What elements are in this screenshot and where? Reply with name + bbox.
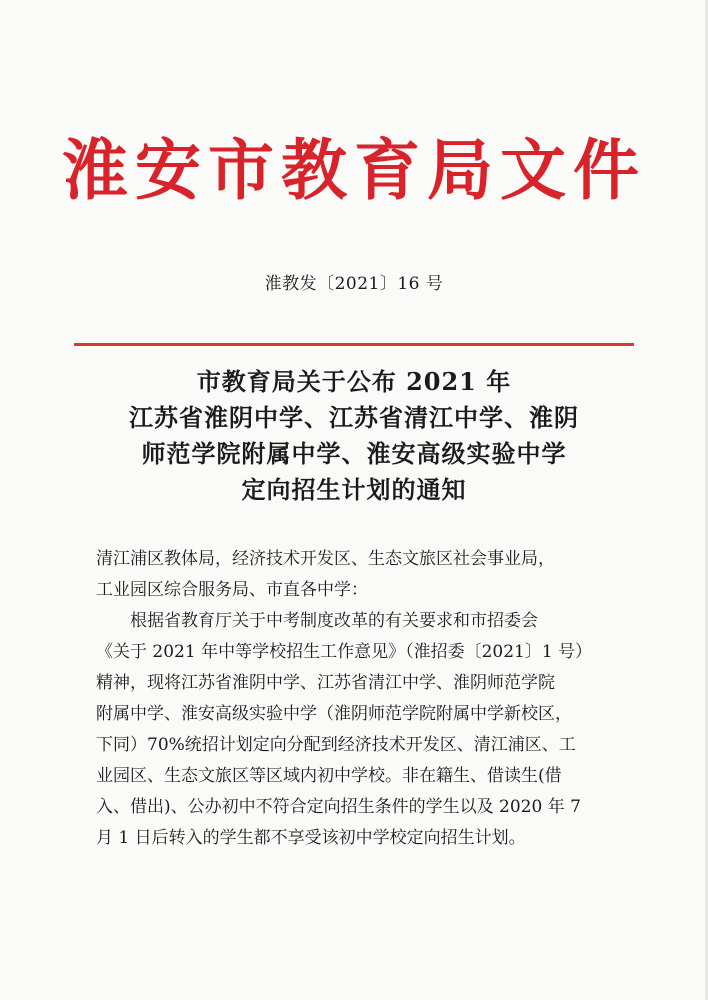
red-divider: [74, 343, 634, 346]
notice-title: [0, 364, 708, 508]
paragraph-line: 根据省教育厅关于中考制度改革的有关要求和市招委会: [130, 611, 538, 631]
title-line: 定向招生计划的通知: [241, 475, 467, 504]
title-line: 江苏省淮阴中学、江苏省清江中学、淮阴: [129, 403, 579, 432]
title-line: 市教育局关于公布 2021 年: [196, 367, 512, 396]
paragraph-line: 附属中学、淮安高级实验中学（淮阴师范学院附属中学新校区，: [96, 704, 572, 724]
paragraph-line: 《关于 2021 年中等学校招生工作意见》（淮招委〔2021〕1 号）: [96, 642, 593, 662]
document-number: 淮教发〔2021〕16 号: [264, 274, 444, 294]
addressee-line: 工业园区综合服务局、市直各中学：: [96, 580, 368, 600]
notice-body: [96, 544, 620, 854]
paragraph-line: 下同）70%统招计划定向分配到经济技术开发区、清江浦区、工: [96, 735, 576, 755]
document-header: 淮安市教育局文件: [62, 131, 646, 209]
paragraph-line: 业园区、生态文旅区等区域内初中学校。非在籍生、借读生(借: [96, 766, 562, 786]
paragraph-line: 精神，现将江苏省淮阴中学、江苏省清江中学、淮阴师范学院: [96, 673, 555, 693]
title-line: 师范学院附属中学、淮安高级实验中学: [141, 439, 567, 468]
paragraph-line: 月 1 日后转入的学生都不享受该初中学校定向招生计划。: [96, 828, 526, 848]
paragraph-line: 入、借出)、公办初中不符合定向招生条件的学生以及 2020 年 7: [96, 797, 581, 817]
addressee-line: 清江浦区教体局，经济技术开发区、生态文旅区社会事业局，: [96, 549, 555, 569]
